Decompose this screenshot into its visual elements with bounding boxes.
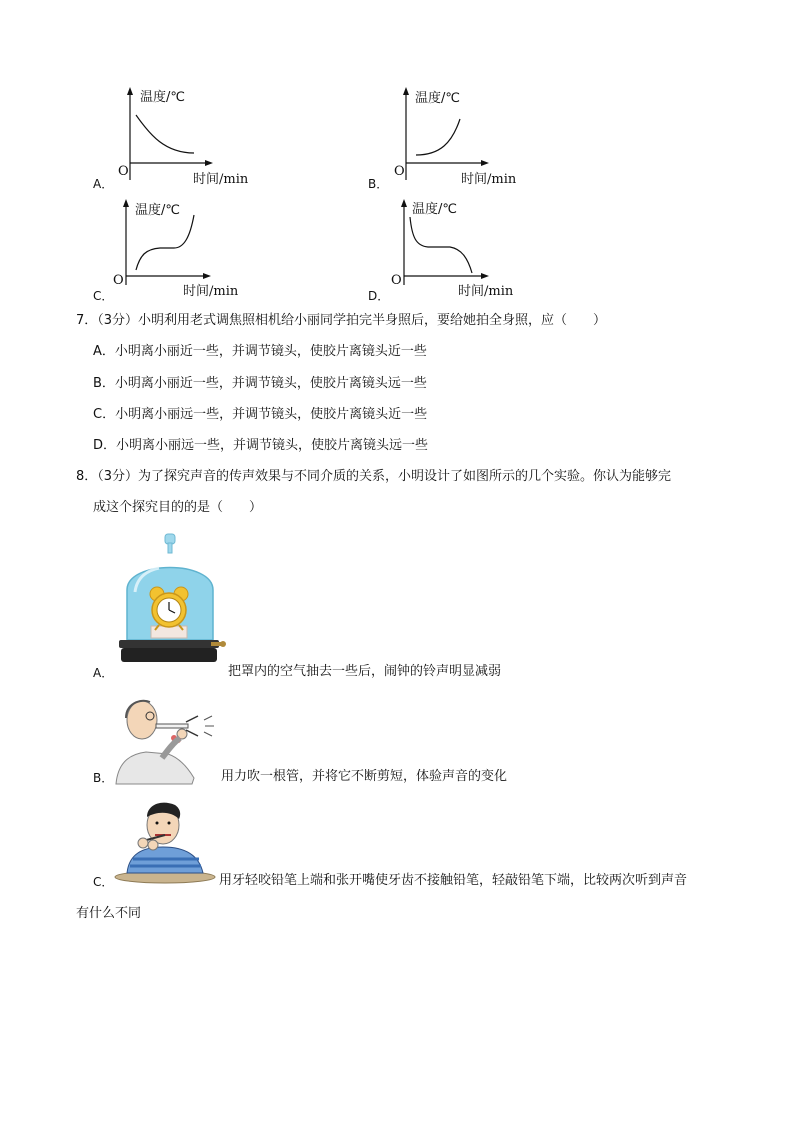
graph-d-xlabel: 时间/min <box>458 284 514 299</box>
graph-a-origin: O <box>118 164 129 179</box>
boy-biting-pencil-image <box>113 797 219 889</box>
q7-option-c: C．小明离小丽远一些，并调节镜头，使胶片离镜头近一些 <box>93 407 428 422</box>
q8-option-c-text-cont: 有什么不同 <box>76 906 142 921</box>
q8-option-c-text: 用牙轻咬铅笔上端和张开嘴使牙齿不接触铅笔，轻敲铅笔下端，比较两次听到声音 <box>219 873 688 888</box>
q8-option-b-letter: B． <box>93 771 114 785</box>
graph-b-svg <box>368 85 568 195</box>
graph-b-xlabel: 时间/min <box>461 172 517 187</box>
graph-d-svg <box>368 197 568 307</box>
graph-a-xlabel: 时间/min <box>193 172 249 187</box>
graph-b <box>368 85 568 195</box>
q8-stem-line2: 成这个探究目的的是（ ） <box>93 500 263 515</box>
graph-d <box>368 197 568 307</box>
graph-d-letter: D． <box>368 289 390 303</box>
graph-d-ylabel: 温度/℃ <box>412 202 457 217</box>
graph-a-svg <box>90 85 290 195</box>
q7-option-a: A．小明离小丽近一些，并调节镜头，使胶片离镜头近一些 <box>93 344 427 359</box>
q7-option-b: B．小明离小丽近一些，并调节镜头，使胶片离镜头远一些 <box>93 376 427 391</box>
man-blowing-tube-image <box>112 694 222 790</box>
graph-a <box>90 85 290 195</box>
graph-c-letter: C． <box>93 289 114 303</box>
bell-jar-clock-image <box>115 530 230 674</box>
graph-b-origin: O <box>394 164 405 179</box>
q7-option-d: D．小明离小丽远一些，并调节镜头，使胶片离镜头远一些 <box>93 438 429 453</box>
graph-c <box>90 197 290 307</box>
graph-a-ylabel: 温度/℃ <box>140 90 185 105</box>
q7-stem: 7．（3分）小明利用老式调焦照相机给小丽同学拍完半身照后，要给她拍全身照，应（ ） <box>76 313 607 328</box>
q8-option-a-text: 把罩内的空气抽去一些后，闹钟的铃声明显减弱 <box>228 664 502 679</box>
q8-option-b-text: 用力吹一根管，并将它不断剪短，体验声音的变化 <box>221 769 508 784</box>
q8-stem-line1: 8．（3分）为了探究声音的传声效果与不同介质的关系，小明设计了如图所示的几个实验。你认为能够完 <box>76 469 672 484</box>
q8-option-c-letter: C． <box>93 875 114 889</box>
graph-a-letter: A． <box>93 177 114 191</box>
graph-c-ylabel: 温度/℃ <box>135 203 180 218</box>
graph-c-xlabel: 时间/min <box>183 284 239 299</box>
graph-b-letter: B． <box>368 177 389 191</box>
graph-c-svg <box>90 197 290 307</box>
q8-option-a-letter: A． <box>93 666 114 680</box>
graph-c-origin: O <box>113 273 124 288</box>
graph-d-origin: O <box>391 273 402 288</box>
graph-b-ylabel: 温度/℃ <box>415 91 460 106</box>
